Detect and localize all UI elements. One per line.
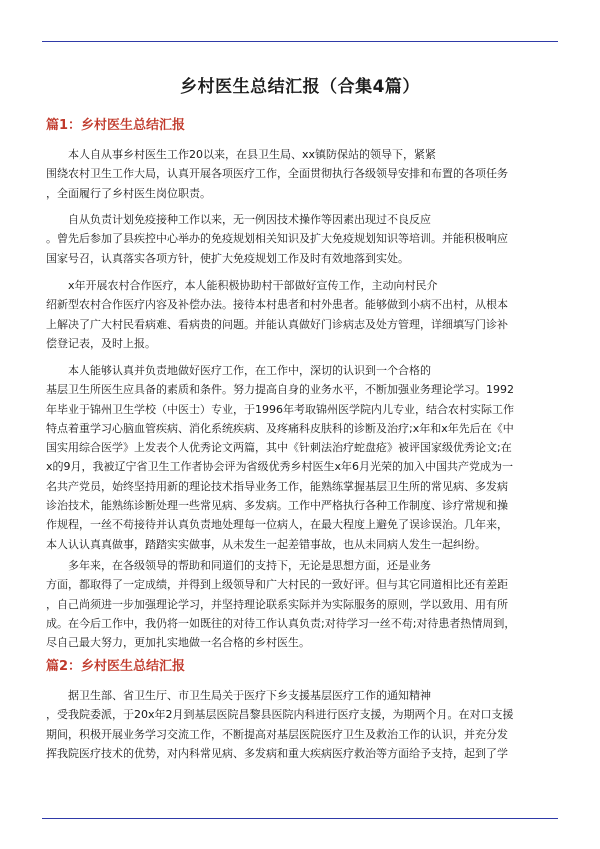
section-heading-1: 篇1：乡村医生总结汇报 [46,118,186,133]
paragraph [46,145,558,203]
section-heading-2: 篇2：乡村医生总结汇报 [46,659,186,674]
paragraph [46,210,558,268]
text-line: 国实用综合医学》上发表个人优秀论文两篇，其中《针刺法治疗蛇盘疮》被评国家级优秀论文;在 [46,441,512,455]
text-line: 成。在今后工作中，我仍将一如既往的对待工作认真负责;对待学习一丝不苟;对待患者热情周到， [46,616,516,630]
paragraph [46,556,558,652]
text-line: 本人自从事乡村医生工作20以来，在县卫生局、xx镇防保站的领导下，紧紧 [68,148,437,161]
text-line: 年毕业于锦州卫生学校（中医士）专业，于1996年考取锦州医学院内儿专业，结合农村实际工作 [46,402,514,416]
text-line: 名共产党员，始终坚持用新的理论技术指导业务工作，能熟练掌握基层卫生所的常见病、多发病 [46,479,508,493]
paragraph [46,361,558,554]
paragraph [46,276,558,353]
text-line: 本人能够认真并负责地做好医疗工作，在工作中，深切的认识到一个合格的 [68,364,431,377]
text-line: 多年来，在各级领导的帮助和同道们的支持下，无论是思想方面，还是业务 [68,559,431,572]
text-line: 诊治技术，能熟练诊断处理一些常见病、多发病。工作中严格执行各种工作制度、诊疗常规和操 [46,499,508,513]
text-line: 尽自己最大努力，更加扎实地做一名合格的乡村医生。 [46,636,310,650]
text-line: 基层卫生所医生应具备的素质和条件。努力提高自身的业务水平，不断加强业务理论学习。1992 [46,383,514,397]
text-line: ，受我院委派，于20x年2月到基层医院昌黎县医院内科进行医疗支援，为期两个月。在对口支援 [46,708,514,722]
text-line: 据卫生部、省卫生厅、市卫生局关于医疗下乡支援基层医疗工作的通知精神 [68,689,431,702]
text-line: 上解决了广大村民看病难、看病贵的问题。并能认真做好门诊病志及处方管理，详细填写门诊补 [46,317,508,331]
footer-rule [42,818,558,819]
text-line: 偿登记表，及时上报。 [46,336,156,350]
text-line: ，自己尚须进一步加强理论学习，并坚持理论联系实际并为实际服务的原则，学以致用、用有所 [46,597,508,611]
text-line: ，全面履行了乡村医生岗位职责。 [46,186,211,200]
text-line: 。曾先后参加了县疾控中心举办的免疫规划相关知识及扩大免疫规划知识等培训。并能积极响应 [46,232,508,246]
text-line: 围绕农村卫生工作大局，认真开展各项医疗工作，全面贯彻执行各级领导安排和布置的各项任务 [46,167,508,181]
text-line: 国家号召，认真落实各项方针，使扩大免疫规划工作及时有效地落到实处。 [46,251,409,265]
text-line: x的9月，我被辽宁省卫生工作者协会评为省级优秀乡村医生x年6月光荣的加入中国共产党成为一 [46,460,514,474]
document-title: 乡村医生总结汇报（合集4篇） [180,77,420,97]
header-rule [42,41,558,42]
text-line: 挥我院医疗技术的优势，对内科常见病、多发病和重大疾病医疗救治等方面给予支持，起到了学 [46,746,508,760]
text-line: 作规程，一丝不苟接待并认真负责地处理每一位病人，在最大程度上避免了误诊误治。几年来， [46,518,508,532]
text-line: 期间，积极开展业务学习交流工作，不断提高对基层医院医疗卫生及救治工作的认识，并充分发 [46,727,508,741]
text-line: x年开展农村合作医疗，本人能积极协助村干部做好宣传工作，主动向村民介 [68,279,438,292]
text-line: 方面，都取得了一定成绩，并得到上级领导和广大村民的一致好评。但与其它同道相比还有差距 [46,578,508,592]
paragraph [46,686,558,763]
text-line: 绍新型农村合作医疗内容及补偿办法。接待本村患者和村外患者。能够做到小病不出村，从根本 [46,298,508,312]
text-line: 本人认认真真做事，踏踏实实做事，从未发生一起差错事故，也从未同病人发生一起纠纷。 [46,537,486,551]
text-line: 特点着重学习心脑血管疾病、消化系统疾病、及疼痛科皮肤科的诊断及治疗;x年和x年先后在《中 [46,421,514,435]
text-line: 自从负责计划免疫接种工作以来，无一例因技术操作等因素出现过不良反应 [68,213,431,226]
